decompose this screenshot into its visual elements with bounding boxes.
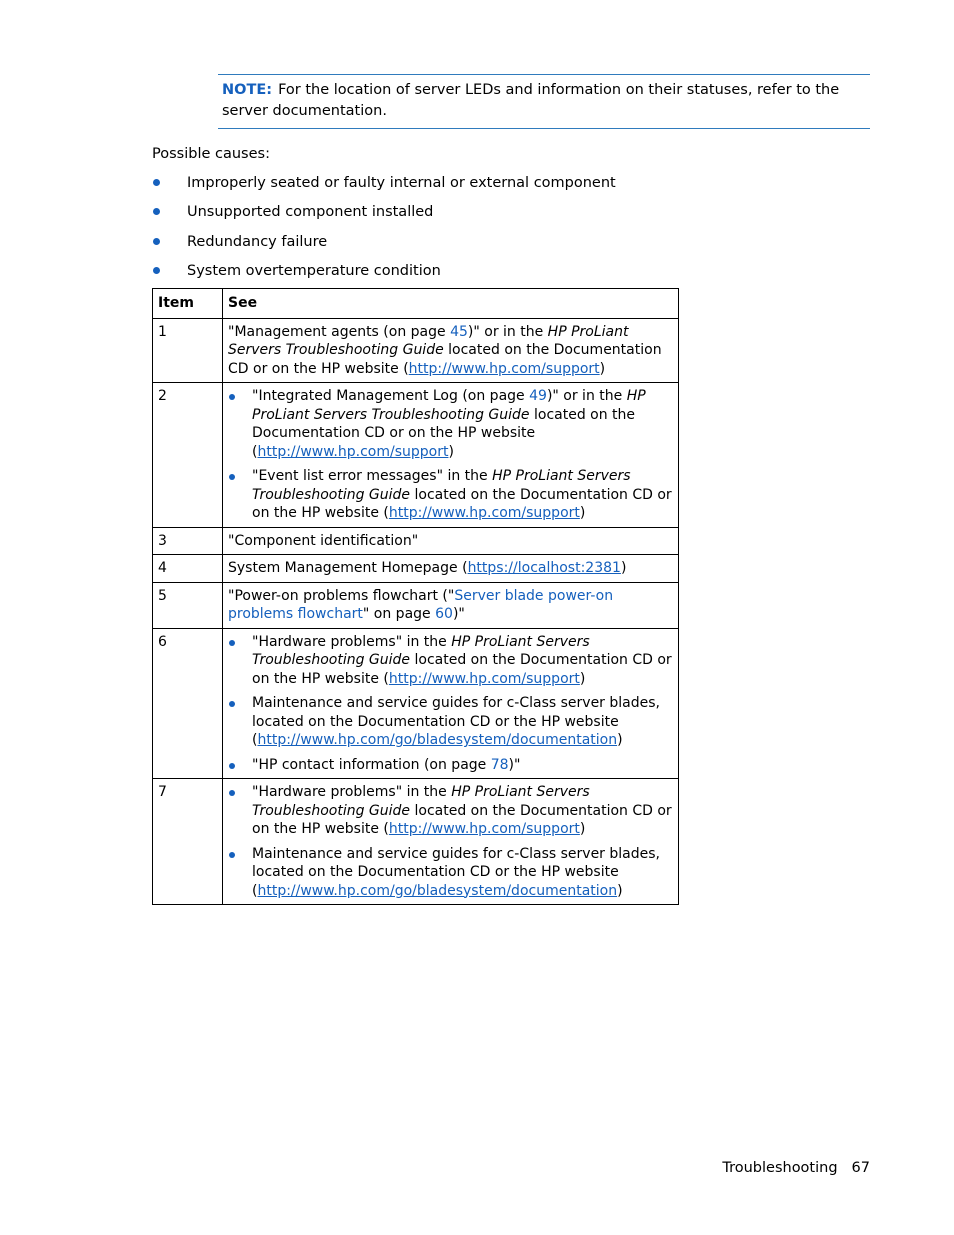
- bullet-icon: [153, 238, 160, 245]
- list-item: Improperly seated or faulty internal or external component: [152, 173, 616, 202]
- table-header-row: [153, 289, 679, 319]
- url-link[interactable]: https://localhost:2381: [467, 560, 621, 576]
- column-header-see: See: [223, 289, 679, 319]
- table-row: [153, 318, 679, 383]
- note-label: NOTE:: [222, 82, 273, 98]
- url-link[interactable]: http://www.hp.com/support: [257, 443, 449, 460]
- xref-link[interactable]: Server blade power-on problems flowchart: [228, 587, 614, 622]
- bullet-icon: [229, 790, 235, 796]
- item-number: 1: [153, 318, 223, 383]
- see-cell: [223, 383, 679, 528]
- see-cell: [223, 779, 679, 905]
- guide-title: HP ProLiant Servers Troubleshooting Guide: [252, 633, 590, 668]
- possible-causes-list: [152, 173, 616, 290]
- guide-title: HP ProLiant Servers Troubleshooting Guide: [252, 784, 590, 819]
- see-cell: "Management agents (on page 45)" or in the HP ProLiant Servers Troubleshooting Guide located on the Documentation CD or on the HP website (http://www.hp.com/support): [223, 318, 679, 383]
- table-row: [153, 383, 679, 528]
- bullet-icon: [229, 701, 235, 707]
- url-link[interactable]: http://www.hp.com/support: [388, 821, 580, 837]
- list-item: Redundancy failure: [152, 232, 616, 261]
- list-item: "Hardware problems" in the HP ProLiant Servers Troubleshooting Guide located on the Documentation CD or on the HP website (http://www.hp.com/support): [228, 783, 673, 839]
- table-row: [153, 527, 679, 555]
- see-cell: "Component identification": [223, 527, 679, 555]
- page-link[interactable]: 49: [529, 388, 547, 404]
- page-link[interactable]: 78: [490, 756, 509, 773]
- guide-title: HP ProLiant Servers Troubleshooting Guide: [252, 388, 646, 423]
- page-link[interactable]: 45: [450, 323, 468, 340]
- page-link[interactable]: 60: [435, 606, 453, 622]
- table-row: [153, 628, 679, 779]
- page-footer: [722, 1158, 870, 1178]
- bullet-icon: [153, 208, 160, 215]
- list-item: Maintenance and service guides for c-Class server blades, located on the Documentation CD or the HP website (http://www.hp.com/go/bladesystem/documentation): [228, 845, 673, 901]
- bullet-icon: [153, 267, 160, 274]
- bullet-icon: [229, 763, 235, 769]
- item-number: 3: [153, 527, 223, 555]
- table-row: [153, 779, 679, 905]
- guide-title: HP ProLiant Servers Troubleshooting Guide: [252, 468, 631, 503]
- item-number: 4: [153, 555, 223, 583]
- note-box: [218, 74, 870, 129]
- column-header-item: Item: [153, 289, 223, 319]
- possible-causes-heading: Possible causes:: [152, 146, 270, 162]
- list-item: Unsupported component installed: [152, 202, 616, 231]
- list-item: "HP contact information (on page 78)": [228, 756, 673, 775]
- item-number: 2: [153, 383, 223, 528]
- url-link[interactable]: http://www.hp.com/go/bladesystem/documentation: [257, 882, 618, 899]
- item-number: 7: [153, 779, 223, 905]
- item-number: 5: [153, 582, 223, 628]
- table-row: [153, 582, 679, 628]
- list-item: System overtemperature condition: [152, 261, 616, 290]
- list-item: "Hardware problems" in the HP ProLiant Servers Troubleshooting Guide located on the Documentation CD or on the HP website (http://www.hp.com/support): [228, 633, 673, 689]
- page-number: 67: [851, 1160, 870, 1176]
- bullet-icon: [229, 474, 235, 480]
- url-link[interactable]: http://www.hp.com/support: [408, 360, 600, 377]
- list-item: "Integrated Management Log (on page 49)" or in the HP ProLiant Servers Troubleshooting Guide located on the Documentation CD or on the HP website (http://www.hp.com/support): [228, 387, 673, 461]
- bullet-icon: [153, 179, 160, 186]
- url-link[interactable]: http://www.hp.com/support: [388, 670, 580, 687]
- bullet-icon: [229, 852, 235, 858]
- note-text: For the location of server LEDs and information on their statuses, refer to the server documentation.: [222, 82, 840, 119]
- url-link[interactable]: http://www.hp.com/support: [388, 505, 580, 521]
- bullet-icon: [229, 640, 235, 646]
- see-cell: "Power-on problems flowchart ("Server blade power-on problems flowchart" on page 60)": [223, 582, 679, 628]
- reference-table: [152, 288, 679, 905]
- list-item: Maintenance and service guides for c-Class server blades, located on the Documentation CD or the HP website (http://www.hp.com/go/bladesystem/documentation): [228, 694, 673, 750]
- see-cell: [223, 628, 679, 779]
- footer-section: Troubleshooting: [722, 1160, 838, 1176]
- see-cell: System Management Homepage (https://localhost:2381): [223, 555, 679, 583]
- bullet-icon: [229, 394, 235, 400]
- url-link[interactable]: http://www.hp.com/go/bladesystem/documentation: [257, 732, 618, 748]
- guide-title: HP ProLiant Servers Troubleshooting Guide: [228, 323, 629, 358]
- item-number: 6: [153, 628, 223, 779]
- table-row: [153, 555, 679, 583]
- list-item: "Event list error messages" in the HP ProLiant Servers Troubleshooting Guide located on the Documentation CD or on the HP website (http://www.hp.com/support): [228, 467, 673, 523]
